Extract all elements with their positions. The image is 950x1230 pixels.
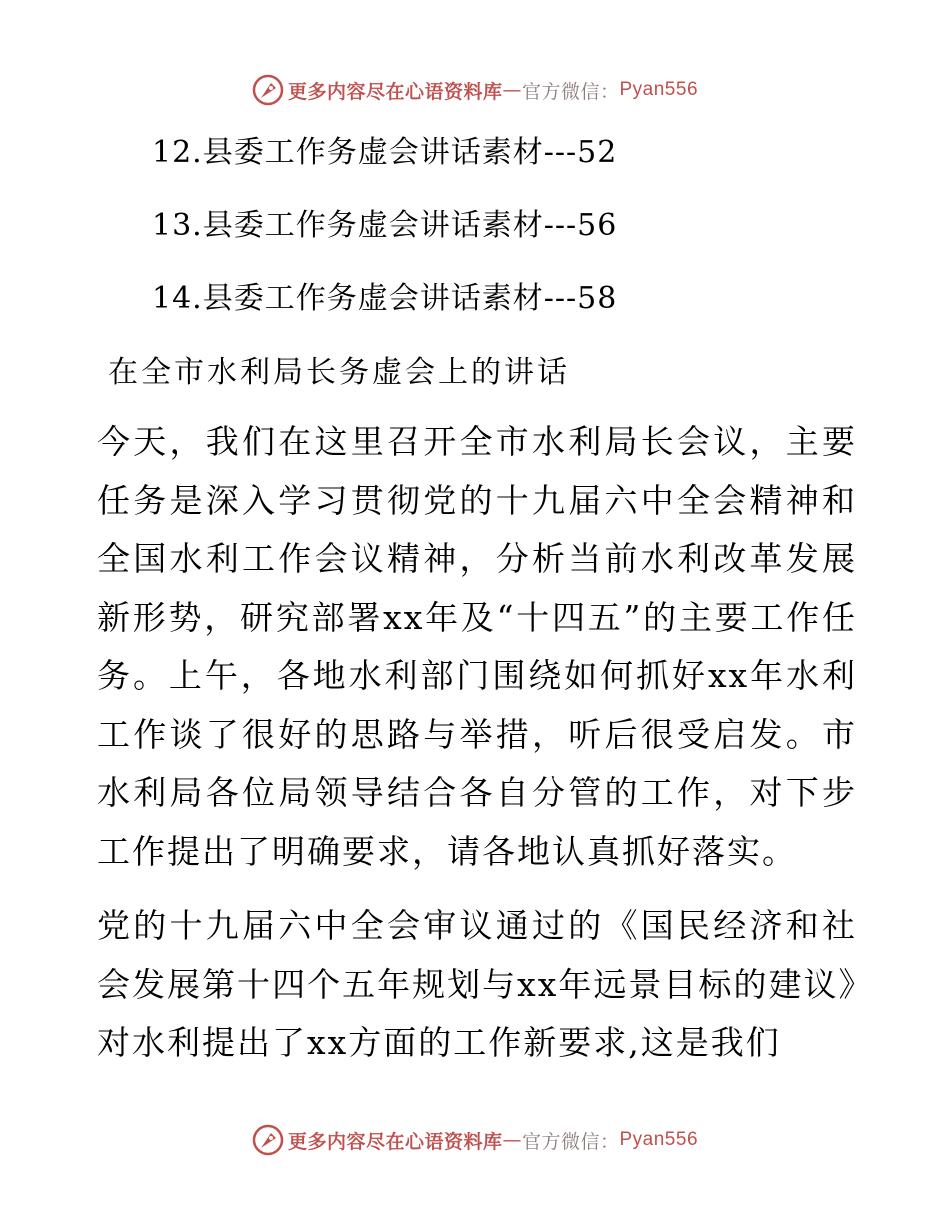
separator: — — [502, 1129, 522, 1151]
wechat-id: Pyan556 — [619, 79, 699, 100]
pen-nib-logo-icon — [252, 1124, 284, 1156]
toc-entry: 12.县委工作务虚会讲话素材---52 — [152, 135, 618, 170]
wechat-id: Pyan556 — [619, 1129, 699, 1150]
toc-entry: 14.县委工作务虚会讲话素材---58 — [152, 281, 618, 316]
site-name: 更多内容尽在心语资料库 — [287, 80, 503, 103]
separator: — — [502, 79, 522, 101]
watermark-header — [0, 70, 950, 110]
speech-title: 在全市水利局长务虚会上的讲话 — [108, 355, 570, 390]
pen-nib-logo-icon — [252, 74, 284, 106]
toc-entry: 13.县委工作务虚会讲话素材---56 — [152, 208, 618, 243]
site-name: 更多内容尽在心语资料库 — [287, 1130, 503, 1153]
body-paragraph: 党的十九届六中全会审议通过的《国民经济和社会发展第十四个五年规划与xx年远景目标的建议》对水利提出了xx方面的工作新要求,这是我们 — [97, 906, 857, 1062]
watermark-footer — [0, 1120, 950, 1160]
wechat-label: 官方微信： — [521, 80, 620, 103]
wechat-label: 官方微信： — [521, 1130, 620, 1153]
body-paragraph: 今天，我们在这里召开全市水利局长会议，主要任务是深入学习贯彻党的十九届六中全会精神和全国水利工作会议精神，分析当前水利改革发展新形势，研究部署xx年及“十四五”的主要工作任务。上午，各地水利部门围绕如何抓好xx年水利工作谈了很好的思路与举措，听后很受启发。市水利局各位局领导结合各自分管的工作，对下步工作提出了明确要求，请各地认真抓好落实。 — [97, 422, 857, 871]
